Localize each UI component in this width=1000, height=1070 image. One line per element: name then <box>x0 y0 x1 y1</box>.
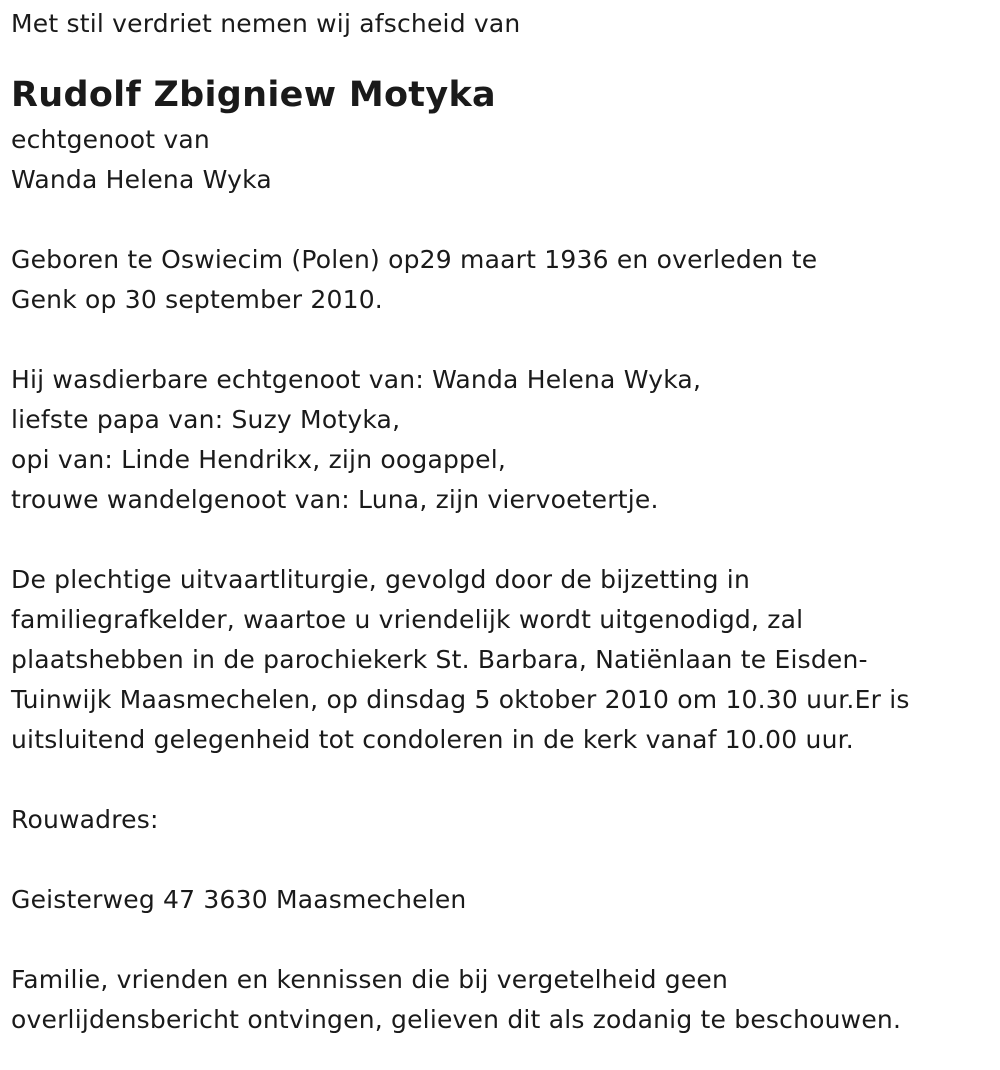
funeral-line: De plechtige uitvaartliturgie, gevolgd door de bijzetting in <box>11 565 751 594</box>
obituary-notice <box>11 4 986 1040</box>
relations-paragraph <box>11 360 986 520</box>
funeral-line: plaatshebben in de parochiekerk St. Barbara, Natiënlaan te Eisden- <box>11 645 868 674</box>
funeral-line: familiegrafkelder, waartoe u vriendelijk wordt uitgenodigd, zal <box>11 605 804 634</box>
spouse-name: Wanda Helena Wyka <box>11 165 272 194</box>
relation-line: liefste papa van: Suzy Motyka, <box>11 405 401 434</box>
funeral-line: uitsluitend gelegenheid tot condoleren in de kerk vanaf 10.00 uur. <box>11 725 854 754</box>
relation-line: Hij wasdierbare echtgenoot van: Wanda Helena Wyka, <box>11 365 702 394</box>
spouse-label: echtgenoot van <box>11 125 210 154</box>
address-text: Geisterweg 47 3630 Maasmechelen <box>11 885 467 914</box>
closing-line: overlijdensbericht ontvingen, gelieven dit als zodanig te beschouwen. <box>11 1005 902 1034</box>
address-label: Rouwadres: <box>11 805 159 834</box>
deceased-name: Rudolf Zbigniew Motyka <box>11 75 496 115</box>
funeral-paragraph <box>11 560 986 760</box>
closing-paragraph <box>11 960 986 1040</box>
birth-line: Genk op 30 september 2010. <box>11 285 383 314</box>
intro-text: Met stil verdriet nemen wij afscheid van <box>11 9 521 38</box>
birth-line: Geboren te Oswiecim (Polen) op29 maart 1936 en overleden te <box>11 245 818 274</box>
relation-line: opi van: Linde Hendrikx, zijn oogappel, <box>11 445 506 474</box>
relation-line: trouwe wandelgenoot van: Luna, zijn viervoetertje. <box>11 485 659 514</box>
closing-line: Familie, vrienden en kennissen die bij vergetelheid geen <box>11 965 729 994</box>
funeral-line: Tuinwijk Maasmechelen, op dinsdag 5 oktober 2010 om 10.30 uur.Er is <box>11 685 910 714</box>
birth-death-paragraph <box>11 240 986 320</box>
